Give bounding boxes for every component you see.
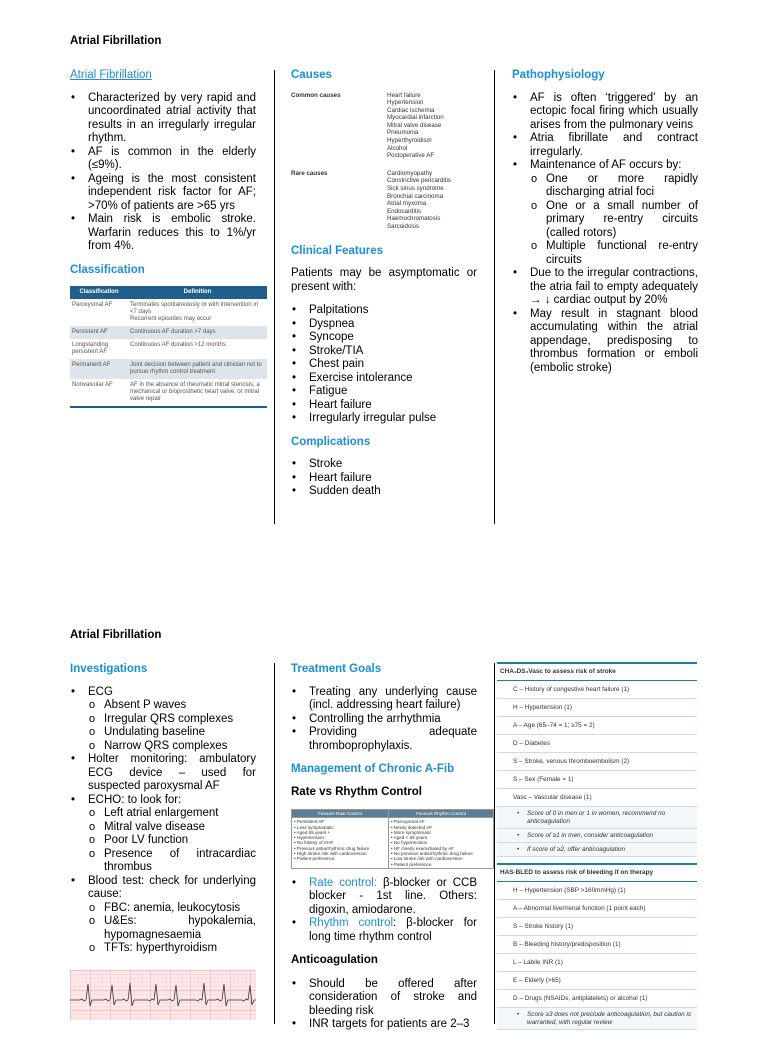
pathophysiology-column (512, 69, 698, 385)
list-item: • May result in stagnant blood accumulating within the atrial appendage, predisposing to thrombus formation or emboli (embolic stroke) (512, 308, 698, 376)
investigations-heading: Investigations (70, 663, 148, 675)
table-row (70, 379, 267, 407)
has-bled-rows (497, 882, 697, 1008)
ecg-strip-image (70, 970, 256, 1020)
list-item (512, 159, 698, 267)
list-item: • Should be offered after consideration of stroke and bleeding risk (291, 978, 477, 1019)
chads-vasc-notes (497, 807, 697, 857)
table-cell: Longstanding persistent AF (72, 342, 109, 355)
list-item-text: Blood test: check for underlying cause: (88, 874, 256, 900)
table-row (70, 299, 267, 326)
cause-item: Postoperative AF (387, 152, 435, 160)
has-bled-note: • Score ≥3 does not preclude anticoagulation, but caution is warranted, with regular review (497, 1008, 697, 1030)
rate-control-cell (292, 818, 389, 869)
list-item-text: ECG (88, 685, 113, 698)
score-row: B – Bleeding history/predisposition (1) (497, 936, 697, 954)
table-cell: Nonvalvular AF (72, 382, 113, 388)
complications-heading: Complications (291, 435, 371, 448)
cause-item: Constrictive pericarditis (387, 177, 451, 185)
table-cell: Paroxysmal AF (72, 302, 113, 308)
sub-list-item: o Mitral valve disease (88, 821, 256, 835)
table-cell-item: • More symptomatic (391, 830, 491, 835)
cause-item: Cardiac ischemia (387, 106, 435, 114)
table-cell-item: • Previous antiarrhythmic drug failure (294, 846, 386, 851)
cause-item: Atrial myxoma (387, 200, 427, 208)
table-cell-item: • No hypertension (391, 840, 491, 845)
list-item: • Providing adequate thromboprophylaxis. (291, 726, 477, 753)
cause-item: Bronchial carcinoma (387, 192, 444, 200)
anticoagulation-list (291, 978, 477, 1032)
sub-list (88, 902, 256, 956)
table-cell: Continuous AF duration >7 days (128, 326, 267, 339)
sub-list-item: o Left atrial enlargement (88, 807, 256, 821)
table-cell-item: • No previous antiarrhythmic drug failure (391, 851, 491, 856)
list-item: • Stroke/TIA (291, 345, 477, 359)
list-item (291, 917, 477, 944)
definition-column (70, 69, 262, 418)
score-row: S – Stroke, venous thromboembolism (2) (497, 753, 697, 771)
treatment-goals-list (291, 686, 477, 754)
has-bled-title: HAS-BLED to assess risk of bleeding if on therapy (497, 865, 697, 882)
list-item (70, 794, 256, 875)
table-cell-item: • Persistent AF (294, 819, 386, 824)
sub-list-item: o TFTs: hyperthyroidism (88, 942, 256, 956)
rate-rhythm-heading: Rate vs Rhythm Control (291, 785, 422, 798)
list-item: • Syncope (291, 331, 477, 345)
list-item: • Holter monitoring: ambulatory ECG device – used for suspected paroxysmal AF (70, 753, 256, 794)
score-row: C – History of congestive heart failure (1) (497, 681, 697, 699)
score-row: Vasc – Vascular disease (1) (497, 789, 697, 807)
score-row: D – Drugs (NSAIDs, antiplatelets) or alcohol (1) (497, 990, 697, 1008)
rhythm-control-label: Rhythm control (309, 917, 394, 930)
table-cell-item: • Low stroke risk with cardioversion (391, 856, 491, 861)
table-row (292, 818, 494, 869)
list-item: • Controlling the arrhythmia (291, 713, 477, 727)
sub-list-item: o Presence of intracardiac thrombus (88, 848, 256, 875)
af-heading-link[interactable]: Atrial Fibrillation (70, 69, 152, 81)
sub-list-item: o U&Es: hypokalemia, hypomagnesaemia (88, 915, 256, 942)
list-item-text: Maintenance of AF occurs by: (530, 159, 682, 171)
chads-vasc-rows (497, 681, 697, 807)
list-item: • Exercise intolerance (291, 372, 477, 386)
table-cell-item: • Less symptomatic (294, 825, 386, 830)
list-item: • AF is common in the elderly (≤9%). (70, 146, 256, 173)
list-item-text: ECHO: to look for: (88, 793, 182, 806)
table-header: Definition (128, 286, 267, 299)
rhythm-control-text: : β-blocker for long time rhythm control (309, 917, 477, 943)
sub-list-item: o Absent P waves (88, 699, 256, 713)
sub-list-item: o Narrow QRS complexes (88, 740, 256, 754)
cause-item: Heart failure (387, 91, 421, 99)
score-row: S – Sex (Female = 1) (497, 771, 697, 789)
score-row: E – Elderly (>65) (497, 972, 697, 990)
investigations-column (70, 663, 256, 966)
table-cell: AF in the absence of rheumatic mitral stenosis, a mechanical or bioprosthetic heart valve, or mitral valve repair (130, 382, 260, 402)
table-cell-item: • Patient preference (294, 856, 386, 861)
cause-item: Sick sinus syndrome (387, 185, 444, 193)
rare-causes-label: Rare causes (291, 169, 328, 177)
table-row (70, 326, 267, 339)
page-title: Atrial Fibrillation (70, 35, 162, 47)
sub-list-item: o Irregular QRS complexes (88, 713, 256, 727)
table-cell: Terminates spontaneously or with intervention in <7 days Recurrent episodes may occur (130, 302, 259, 322)
pathophysiology-list (512, 92, 698, 376)
table-row (70, 339, 267, 359)
treatment-goals-heading: Treatment Goals (291, 663, 382, 675)
table-cell-item: • High stroke risk with cardioversion (294, 851, 386, 856)
causes-column (291, 69, 477, 509)
page-title: Atrial Fibrillation (70, 629, 162, 641)
treatment-column (291, 663, 477, 1042)
sub-list-item: o One or a small number of primary re-entry circuits (called rotors) (530, 200, 698, 241)
sub-list (88, 699, 256, 753)
control-list (291, 877, 477, 945)
table-header: Classification (70, 286, 128, 299)
score-row: L – Labile INR (1) (497, 954, 697, 972)
table-cell-item: • Aged < 65 years (391, 835, 491, 840)
cause-item: Myocardial infarction (387, 114, 444, 122)
list-item: • Irregularly irregular pulse (291, 412, 477, 426)
table-cell-item: • Hypertension (294, 835, 386, 840)
table-cell-item: • HF clearly exacerbated by AF (391, 846, 491, 851)
table-cell-item: • Patient preference (391, 862, 491, 867)
causes-figure (291, 92, 461, 231)
cause-item: Mitral valve disease (387, 121, 442, 129)
column-divider (494, 70, 495, 524)
cause-item: Hyperthyroidism (387, 137, 432, 145)
sub-list (88, 807, 256, 875)
sub-list-item: o FBC: anemia, leukocytosis (88, 902, 256, 916)
sub-list-item: o Undulating baseline (88, 726, 256, 740)
cause-item: Endocarditis (387, 207, 422, 215)
clinical-features-list (291, 304, 477, 426)
cause-item: Sarcoidosis (387, 223, 419, 230)
table-cell-item: • Aged 65 years + (294, 830, 386, 835)
score-row: A – Age (65–74 = 1; ≥75 = 2) (497, 717, 697, 735)
management-heading: Management of Chronic A-Fib (291, 763, 455, 775)
list-item: • Fatigue (291, 385, 477, 399)
table-header: Favours Rhythm Control (388, 810, 493, 818)
sub-list-item: o Multiple functional re-entry circuits (530, 240, 698, 267)
score-note: • Score of 0 in men or 1 in women, recommend no anticoagulation (497, 807, 697, 829)
cause-item: Alcohol (387, 144, 408, 152)
list-item: • Atria fibrillate and contract irregularly. (512, 132, 698, 159)
column-divider (274, 70, 275, 524)
table-header: Favours Rate Control (292, 810, 389, 818)
table-row (70, 359, 267, 379)
list-item: • Chest pain (291, 358, 477, 372)
causes-heading: Causes (291, 69, 332, 81)
cause-item: Pneumonia (387, 129, 419, 137)
list-item: • Characterized by very rapid and uncoordinated atrial activity that results in an irregularly irregular rhythm. (70, 92, 256, 146)
cause-item: Cardiomyopathy (387, 169, 433, 177)
list-item: • Palpitations (291, 304, 477, 318)
list-item: • Stroke (291, 458, 477, 472)
anticoagulation-heading: Anticoagulation (291, 954, 378, 967)
rate-control-label: Rate control: (309, 876, 377, 889)
list-item: • Treating any underlying cause (incl. addressing heart failure) (291, 686, 477, 713)
chads-vasc-title: CHA₂DS₂Vasc to assess risk of stroke (497, 662, 697, 681)
clinical-intro: Patients may be asymptomatic or present with: (291, 267, 477, 293)
rare-causes-list (387, 170, 451, 231)
rate-control-text: β-blocker or CCB blocker - 1st line. Others: digoxin, amiodarone. (309, 876, 477, 916)
sub-list (530, 173, 698, 268)
cause-item: Haemochromatosis (387, 215, 441, 223)
table-cell: Joint decision between patient and clinician not to pursue rhythm control treatment (128, 359, 267, 379)
table-cell-item: • Paroxysmal AF (391, 819, 491, 824)
list-item (291, 877, 477, 918)
risk-score-figure (497, 662, 697, 1030)
table-cell: Persistent AF (70, 326, 128, 339)
score-note: • If score of ≥2, offer anticoagulation (497, 843, 697, 857)
complications-list (291, 458, 477, 499)
score-row: A – Abnormal liver/renal function (1 point each) (497, 900, 697, 918)
rate-rhythm-table (291, 809, 494, 869)
definition-list (70, 92, 256, 254)
score-row: D – Diabetes (497, 735, 697, 753)
sub-list-item: o One or more rapidly discharging atrial foci (530, 173, 698, 200)
pathophysiology-heading: Pathophysiology (512, 69, 605, 81)
common-causes-list (387, 92, 444, 160)
list-item: • Sudden death (291, 485, 477, 499)
table-cell: Permanent AF (70, 359, 128, 379)
sub-list-item: o Poor LV function (88, 834, 256, 848)
score-row: H – Hypertension (1) (497, 699, 697, 717)
list-item: • AF is often ‘triggered’ by an ectopic focal firing which usually arises from the pulmonary veins (512, 92, 698, 133)
list-item (70, 686, 256, 754)
list-item: • INR targets for patients are 2–3 (291, 1018, 477, 1032)
list-item: • Heart failure (291, 472, 477, 486)
list-item: • Ageing is the most consistent independent risk factor for AF; >70% of patients are >65 yrs (70, 173, 256, 214)
table-cell-item: • No history of CHF (294, 840, 386, 845)
table-cell-item: • Newly detected AF (391, 825, 491, 830)
table-cell: Continuous AF duration >12 months (130, 342, 226, 348)
common-causes-label: Common causes (291, 91, 341, 99)
clinical-features-heading: Clinical Features (291, 244, 384, 257)
column-divider (494, 663, 495, 1024)
investigations-list (70, 686, 256, 956)
score-note: • Score of ≥1 in men, consider anticoagulation (497, 829, 697, 843)
list-item: • Main risk is embolic stroke. Warfarin reduces this to 1%/yr from 4%. (70, 213, 256, 254)
list-item: • Due to the irregular contractions, the atria fail to empty adequately → ↓ cardiac output by 20% (512, 267, 698, 308)
classification-heading: Classification (70, 263, 145, 276)
list-item: • Heart failure (291, 399, 477, 413)
score-row: H – Hypertension (SBP >160mmHg) (1) (497, 882, 697, 900)
classification-table (70, 286, 267, 408)
rhythm-control-cell (388, 818, 493, 869)
score-row: S – Stroke history (1) (497, 918, 697, 936)
list-item: • Dyspnea (291, 318, 477, 332)
column-divider (274, 663, 275, 1024)
cause-item: Hypertension (387, 99, 424, 107)
list-item (70, 875, 256, 956)
